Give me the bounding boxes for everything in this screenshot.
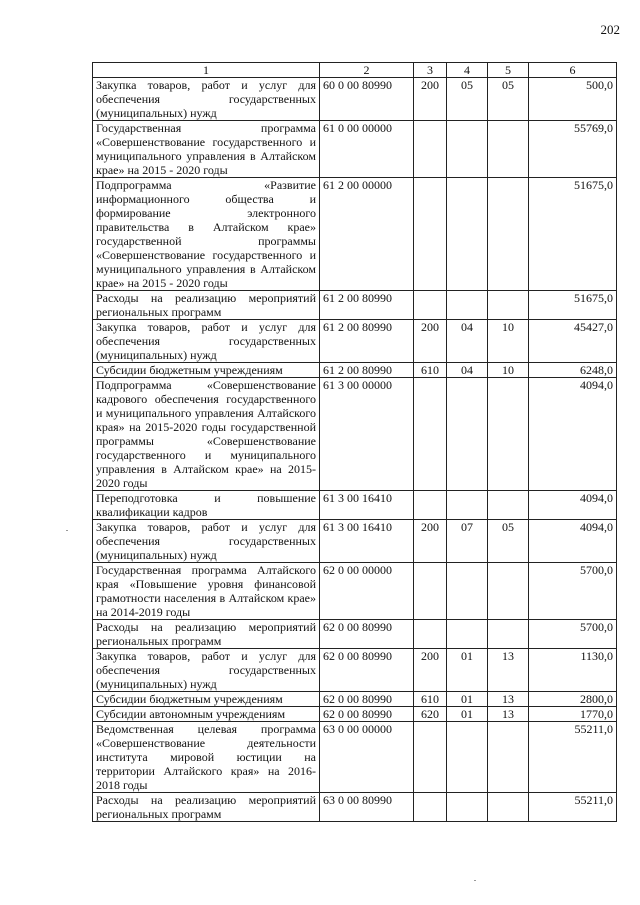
row-section-cell: 07 [447,520,488,563]
table-row [93,320,617,363]
row-code-cell: 61 3 00 00000 [320,378,414,491]
row-amount-cell: 500,0 [529,78,617,121]
budget-table [92,62,617,822]
row-subsection-cell: 13 [488,649,529,692]
row-expense-type-cell [414,178,447,291]
row-name-cell: Закупка товаров, работ и услуг для обеспечения государственных (муниципальных) нужд [93,649,320,692]
row-expense-type-cell: 610 [414,363,447,378]
row-expense-type-cell: 200 [414,320,447,363]
row-amount-cell: 51675,0 [529,291,617,320]
row-expense-type-cell: 620 [414,707,447,722]
column-header-expense-type: 3 [414,63,447,78]
row-amount-cell: 55211,0 [529,722,617,793]
row-name-cell: Государственная программа Алтайского края «Повышение уровня финансовой грамотности населения в Алтайском крае» на 2014-2019 годы [93,563,320,620]
table-row [93,78,617,121]
row-expense-type-cell: 610 [414,692,447,707]
row-code-cell: 62 0 00 80990 [320,620,414,649]
row-subsection-cell: 10 [488,363,529,378]
row-code-cell: 63 0 00 80990 [320,793,414,822]
row-section-cell: 01 [447,692,488,707]
row-section-cell: 04 [447,320,488,363]
column-header-section: 4 [447,63,488,78]
row-name-cell: Закупка товаров, работ и услуг для обеспечения государственных (муниципальных) нужд [93,520,320,563]
table-body [93,78,617,822]
row-name-cell: Субсидии автономным учреждениям [93,707,320,722]
row-section-cell: 01 [447,707,488,722]
row-section-cell [447,291,488,320]
row-subsection-cell: 05 [488,520,529,563]
row-subsection-cell [488,491,529,520]
row-name-cell: Государственная программа «Совершенствование государственного и муниципального управления в Алтайском крае» на 2015 - 2020 годы [93,121,320,178]
row-subsection-cell [488,722,529,793]
row-subsection-cell [488,291,529,320]
row-amount-cell: 4094,0 [529,491,617,520]
row-subsection-cell: 05 [488,78,529,121]
row-expense-type-cell [414,378,447,491]
scan-speck [66,530,68,531]
table-row [93,649,617,692]
row-name-cell: Переподготовка и повышение квалификации кадров [93,491,320,520]
row-amount-cell: 5700,0 [529,620,617,649]
row-code-cell: 62 0 00 00000 [320,563,414,620]
row-code-cell: 63 0 00 00000 [320,722,414,793]
row-code-cell: 61 3 00 16410 [320,491,414,520]
row-name-cell: Расходы на реализацию мероприятий региональных программ [93,291,320,320]
table-row [93,378,617,491]
row-code-cell: 62 0 00 80990 [320,707,414,722]
row-code-cell: 60 0 00 80990 [320,78,414,121]
row-amount-cell: 1770,0 [529,707,617,722]
table-row [93,291,617,320]
header-row [93,63,617,78]
row-code-cell: 61 0 00 00000 [320,121,414,178]
row-section-cell [447,491,488,520]
row-name-cell: Подпрограмма «Развитие информационного общества и формирование электронного правительства в Алтайском крае» государственной программы «Совершенствование государственного и муниципального управления в Алтайском крае» на 2015 - 2020 годы [93,178,320,291]
row-amount-cell: 55769,0 [529,121,617,178]
row-subsection-cell: 10 [488,320,529,363]
row-code-cell: 61 3 00 16410 [320,520,414,563]
row-subsection-cell: 13 [488,707,529,722]
row-section-cell [447,178,488,291]
scan-speck [474,880,476,881]
row-amount-cell: 4094,0 [529,378,617,491]
row-section-cell [447,620,488,649]
row-expense-type-cell [414,291,447,320]
row-name-cell: Закупка товаров, работ и услуг для обеспечения государственных (муниципальных) нужд [93,78,320,121]
row-amount-cell: 45427,0 [529,320,617,363]
table-row [93,491,617,520]
row-amount-cell: 55211,0 [529,793,617,822]
row-subsection-cell [488,620,529,649]
row-name-cell: Расходы на реализацию мероприятий региональных программ [93,620,320,649]
row-expense-type-cell: 200 [414,78,447,121]
table-row [93,793,617,822]
row-code-cell: 62 0 00 80990 [320,649,414,692]
row-expense-type-cell: 200 [414,649,447,692]
row-expense-type-cell [414,491,447,520]
row-name-cell: Закупка товаров, работ и услуг для обеспечения государственных (муниципальных) нужд [93,320,320,363]
row-code-cell: 61 2 00 80990 [320,363,414,378]
table-row [93,178,617,291]
row-expense-type-cell [414,722,447,793]
table-row [93,620,617,649]
row-code-cell: 62 0 00 80990 [320,692,414,707]
table-row [93,692,617,707]
row-expense-type-cell [414,563,447,620]
row-subsection-cell [488,563,529,620]
page-number: 202 [600,22,620,37]
table-row [93,563,617,620]
row-code-cell: 61 2 00 80990 [320,291,414,320]
row-expense-type-cell [414,620,447,649]
row-amount-cell: 5700,0 [529,563,617,620]
row-amount-cell: 4094,0 [529,520,617,563]
row-section-cell [447,722,488,793]
row-section-cell: 05 [447,78,488,121]
row-section-cell [447,563,488,620]
row-section-cell [447,121,488,178]
row-name-cell: Субсидии бюджетным учреждениям [93,692,320,707]
column-header-code: 2 [320,63,414,78]
table-row [93,520,617,563]
row-expense-type-cell: 200 [414,520,447,563]
row-subsection-cell [488,378,529,491]
row-amount-cell: 6248,0 [529,363,617,378]
row-name-cell: Субсидии бюджетным учреждениям [93,363,320,378]
row-name-cell: Ведомственная целевая программа «Совершенствование деятельности института мировой юстиции на территории Алтайского края» на 2016-2018 годы [93,722,320,793]
row-section-cell [447,378,488,491]
row-section-cell: 01 [447,649,488,692]
row-subsection-cell [488,793,529,822]
table-row [93,707,617,722]
column-header-subsection: 5 [488,63,529,78]
column-header-amount: 6 [529,63,617,78]
column-header-name: 1 [93,63,320,78]
row-expense-type-cell [414,793,447,822]
row-name-cell: Подпрограмма «Совершенствование кадрового обеспечения государственного и муниципального управления Алтайского края» на 2015-2020 годы государственной программы «Совершенствование государственного и муниципального управления в Алтайском крае» на 2015-2020 годы [93,378,320,491]
row-amount-cell: 51675,0 [529,178,617,291]
row-subsection-cell: 13 [488,692,529,707]
row-section-cell: 04 [447,363,488,378]
row-code-cell: 61 2 00 00000 [320,178,414,291]
table-row [93,121,617,178]
row-name-cell: Расходы на реализацию мероприятий региональных программ [93,793,320,822]
row-amount-cell: 2800,0 [529,692,617,707]
row-section-cell [447,793,488,822]
row-subsection-cell [488,178,529,291]
table-row [93,363,617,378]
row-amount-cell: 1130,0 [529,649,617,692]
row-code-cell: 61 2 00 80990 [320,320,414,363]
row-expense-type-cell [414,121,447,178]
table-row [93,722,617,793]
row-subsection-cell [488,121,529,178]
